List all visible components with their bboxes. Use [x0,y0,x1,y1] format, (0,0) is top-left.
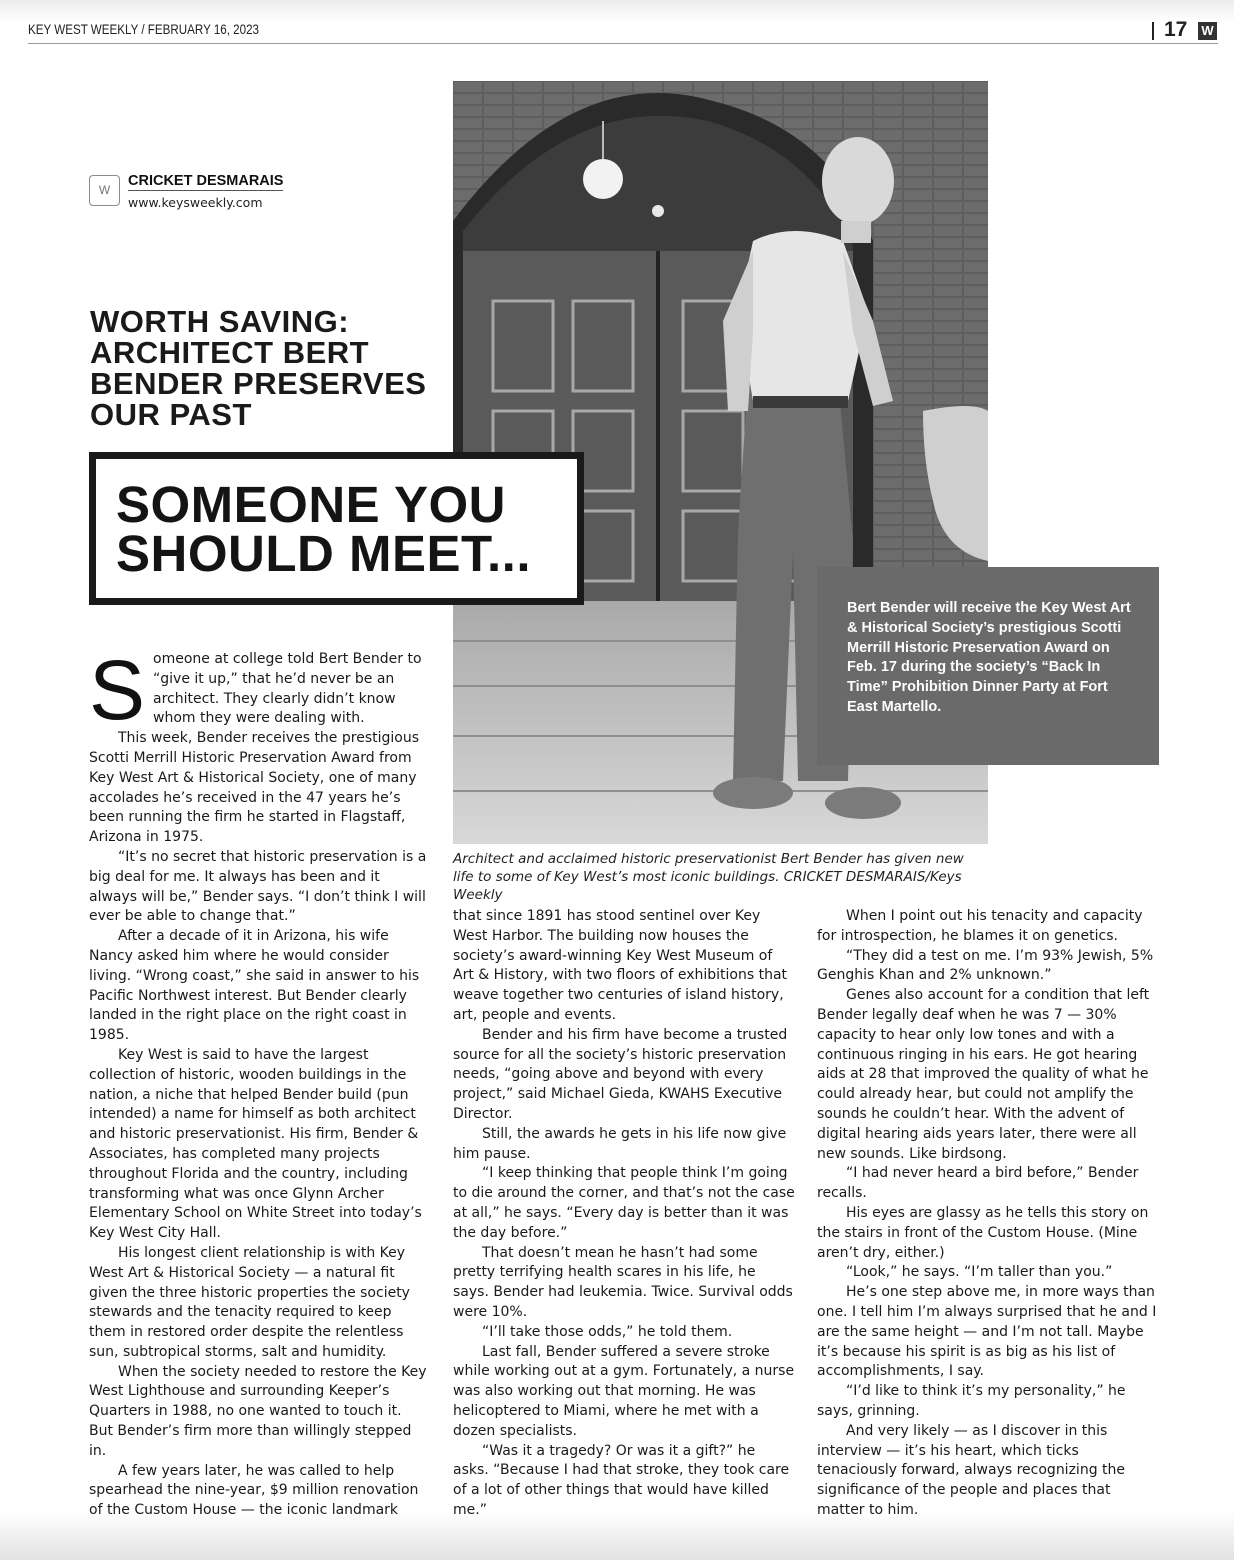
paragraph: Bender and his firm have become a trusted source for all the society’s historic preservation needs, “going above and beyond with every project,” said Michael Gieda, KWAHS Executive Director. [453,1026,788,1122]
lead-text: omeone at college told Bert Bender to “give it up,” that he’d never be an architect. They clearly didn’t know whom they were dealing with. [153,651,422,727]
paragraph: That doesn’t mean he hasn’t had some pretty terrifying health scares in his life, he says. Bender had leukemia. Twice. Survival odds were 10%. [453,1244,793,1320]
article-headline: WORTH SAVING: ARCHITECT BERT BENDER PRESERVES OUR PAST [90,304,427,432]
paragraph: “It’s no secret that historic preservation is a big deal for me. It always has been and it always will be,” Bender says. “I don’t think I will ever be able to change that.” [89,848,427,925]
lead-paragraph [89,643,429,737]
paragraph: “They did a test on me. I’m 93% Jewish, 5% Genghis Khan and 2% unknown.” [817,947,1154,984]
paragraph: “I’d like to think it’s my personality,” he says, grinning. [817,1383,1126,1419]
paragraph: Still, the awards he gets in his life now give him pause. [453,1125,787,1162]
paragraph: “I’ll take those odds,” he told them. [482,1323,733,1340]
drop-cap: S [89,643,146,737]
paragraph: A few years later, he was called to help spearhead the nine-year, $9 million renovation of the Custom House — the iconic landmark [89,1462,419,1519]
paragraph: “I had never heard a bird before,” Bender recalls. [817,1165,1139,1202]
feature-title-line-2: SHOULD MEET... [116,525,532,582]
feature-title-box [89,452,584,605]
callout-text: Bert Bender will receive the Key West Art & Historical Society’s prestigious Scotti Merrill Historic Preservation Award on Feb. 17 during the society’s “Back In Time” Prohibition Dinner Party at Fort East Martello. [847,600,1131,715]
paragraph: His eyes are glassy as he tells this story on the stairs in front of the Custom House. (Mine aren’t dry, either.) [817,1204,1149,1261]
photo-callout [817,567,1159,765]
paragraph: His longest client relationship is with Key West Art & Historical Society — a natural fit given the three historic properties the society stewards and the tenacity required to keep them in restored order despite the relentless sun, subtropical storms, salt and humidity. [89,1244,410,1360]
paragraph: When I point out his tenacity and capacity for introspection, he blames it on genetics. [817,908,1143,944]
paragraph-continued: that since 1891 has stood sentinel over Key West Harbor. The building now houses the society’s award-winning Key West Museum of Art & History, with two floors of exhibitions that weave together two centuries of island history, art, people and events. [453,908,788,1023]
paragraph: Genes also account for a condition that left Bender legally deaf when he was 7 — 30% capacity to hear only low tones and with a continuous ringing in his ears. He got hearing aids at 28 that improved the quality of what he could already hear, but could not amplify the sounds he couldn’t hear. With the advent of digital hearing aids years later, there were all new sounds. Like birdsong. [817,987,1150,1162]
paragraph: “Was it a tragedy? Or was it a gift?” he asks. “Because I had that stroke, they took care of a lot of other things that would have killed me.” [453,1442,790,1518]
byline-url[interactable]: www.keysweekly.com [128,195,263,210]
header-rule [28,43,1218,44]
paragraph: Last fall, Bender suffered a severe stroke while working out at a gym. Fortunately, a nurse was also working out that morning. He was helicoptered to Miami, where he met with a dozen specialists. [453,1343,795,1439]
paragraph: “I keep thinking that people think I’m going to die around the corner, and that’s not the case at all,” he says. “Every day is better than it was the day before.” [453,1165,795,1241]
weekly-logo-icon: W [1198,22,1217,40]
byline-author: CRICKET DESMARAIS [128,173,284,189]
folio-divider [1152,22,1154,40]
page-number: 17 [1164,18,1188,41]
article-column-3 [817,907,1159,1521]
paragraph: “Look,” he says. “I’m taller than you.” [846,1264,1113,1281]
paragraph: He’s one step above me, in more ways than one. I tell him I’m always surprised that he and I are the same height — and I’m not tall. Maybe it’s because his spirit is as big as his list of accomplishments, I say. [817,1284,1157,1380]
photo-caption: Architect and acclaimed historic preservationist Bert Bender has given new life to some of Key West’s most iconic buildings. CRICKET DESMARAIS/Keys Weekly [453,851,964,903]
article-column-2 [453,907,795,1521]
paragraph: This week, Bender receives the prestigious Scotti Merrill Historic Preservation Award from Key West Art & Historical Society, one of many accolades he’s received in the 47 years he’s been running the firm he started in Flagstaff, Arizona in 1975. [89,730,419,846]
feature-title [116,476,532,582]
article-column-1 [89,643,429,1521]
feature-title-line-1: SOMEONE YOU [116,476,506,533]
paragraph: Key West is said to have the largest collection of historic, wooden buildings in the nation, a niche that helped Bender build (pun intended) a name for himself as both architect and historic preservationist. His firm, Bender & Associates, has completed many projects throughout Florida and the country, including transforming what was once Glynn Archer Elementary School on White Street into today’s Key West City Hall. [89,1046,422,1242]
paragraph: And very likely — as I discover in this interview — it’s his heart, which ticks tenaciously forward, always recognizing the significance of the people and places that matter to him. [817,1422,1125,1518]
paragraph: When the society needed to restore the Key West Lighthouse and surrounding Keeper’s Quarters in 1988, no one wanted to touch it. But Bender’s firm more than willingly stepped in. [89,1363,427,1459]
folio: KEY WEST WEEKLY / FEBRUARY 16, 2023 [28,22,260,37]
page-top-edge [0,0,1234,22]
paragraph: After a decade of it in Arizona, his wife Nancy asked him where he would consider living. “Wrong coast,” she said in answer to his Pacific Northwest interest. But Bender clearly landed in the right place on the right coast in 1985. [89,928,420,1044]
byline-logo-icon: W [89,175,120,206]
